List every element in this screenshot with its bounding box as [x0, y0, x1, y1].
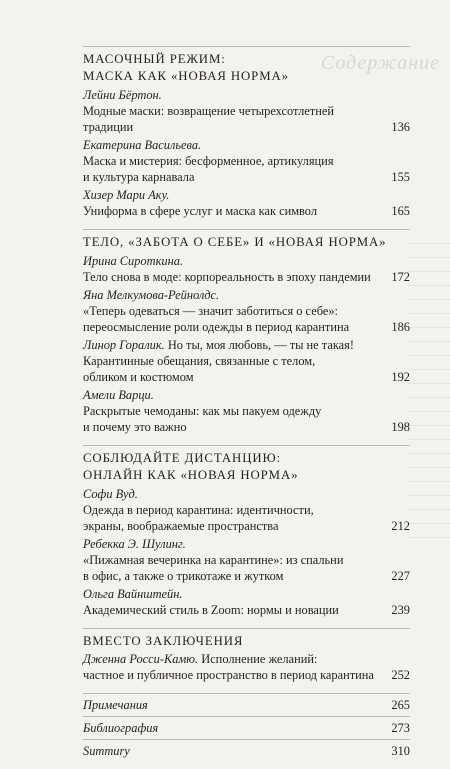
author-name: Ольга Вайнштейн.	[83, 587, 183, 601]
page-number: 172	[391, 270, 410, 284]
toc-entry[interactable]: Тело снова в моде: корпореальность в эпоху пандемии 172	[83, 270, 410, 284]
author-name: Екатерина Васильева.	[83, 138, 202, 152]
page-number: 136	[391, 120, 410, 134]
page-number: 265	[391, 698, 410, 712]
section-title: СОБЛЮДАЙТЕ ДИСТАНЦИЮ: ОНЛАЙН КАК «НОВАЯ НОРМА»	[83, 451, 299, 482]
author-name: Линор Горалик.	[83, 338, 165, 352]
page-number: 165	[391, 204, 410, 218]
table-of-contents	[83, 46, 410, 769]
toc-section	[83, 445, 410, 618]
author-name: Амели Варци.	[83, 388, 154, 402]
author-name: Ирина Сироткина.	[83, 254, 184, 268]
page-number: 155	[391, 170, 410, 184]
author-name: Дженна Росси-Камю.	[83, 652, 199, 666]
page-number: 273	[391, 721, 410, 735]
section-title: ТЕЛО, «ЗАБОТА О СЕБЕ» И «НОВАЯ НОРМА»	[83, 235, 387, 249]
page-number: 192	[391, 370, 410, 384]
author-name: Софи Вуд.	[83, 487, 138, 501]
toc-entry-summary[interactable]: Summury 310	[83, 744, 410, 758]
toc-entry[interactable]: «Теперь одеваться — значит заботиться о себе»: переосмысление роли одежды в период карантина 186	[83, 304, 410, 334]
toc-entry[interactable]: Одежда в период карантина: идентичности, экраны, воображаемые пространства 212	[83, 503, 410, 533]
toc-entry[interactable]: Академический стиль в Zoom: нормы и новации 239	[83, 603, 410, 617]
toc-entry-notes[interactable]: Примечания 265	[83, 697, 410, 717]
author-name: Ребекка Э. Шулинг.	[83, 537, 186, 551]
toc-entry[interactable]: Маска и мистерия: бесформенное, артикуляция и культура карнавала 155	[83, 154, 410, 184]
page-number: 252	[391, 668, 410, 682]
toc-section	[83, 229, 410, 435]
toc-entry[interactable]: Раскрытые чемоданы: как мы пакуем одежду и почему это важно 198	[83, 404, 410, 434]
toc-entry[interactable]: Линор Горалик. Но ты, моя любовь, — ты не такая! Карантинные обещания, связанные с телом, обликом и костюмом 192	[83, 338, 410, 384]
page-number: 198	[391, 420, 410, 434]
toc-entry[interactable]: Модные маски: возвращение четырехсотлетней традиции 136	[83, 104, 410, 134]
page-number: 239	[391, 603, 410, 617]
toc-entry-bibliography[interactable]: Библиография 273	[83, 717, 410, 740]
page-number: 310	[391, 744, 410, 758]
toc-section	[83, 628, 410, 683]
bleed-through-heading: Содержание	[320, 52, 440, 74]
author-name: Лейни Бёртон.	[83, 88, 162, 102]
section-title: МАСОЧНЫЙ РЕЖИМ: МАСКА КАК «НОВАЯ НОРМА»	[83, 52, 289, 83]
section-title: ВМЕСТО ЗАКЛЮЧЕНИЯ	[83, 634, 244, 648]
page-number: 212	[391, 519, 410, 533]
page-number: 227	[391, 569, 410, 583]
toc-entry[interactable]: «Пижамная вечеринка на карантине»: из спальни в офис, а также о трикотаже и жутком 227	[83, 553, 410, 583]
toc-entry[interactable]: Дженна Росси-Камю. Исполнение желаний: частное и публичное пространство в период карантина 252	[83, 652, 410, 682]
author-name: Яна Мелкумова-Рейнолдс.	[83, 288, 220, 302]
page-number: 186	[391, 320, 410, 334]
end-matter	[83, 693, 410, 759]
toc-section	[83, 46, 410, 219]
author-name: Хизер Мари Аку.	[83, 188, 170, 202]
toc-entry[interactable]: Униформа в сфере услуг и маска как символ 165	[83, 204, 410, 218]
